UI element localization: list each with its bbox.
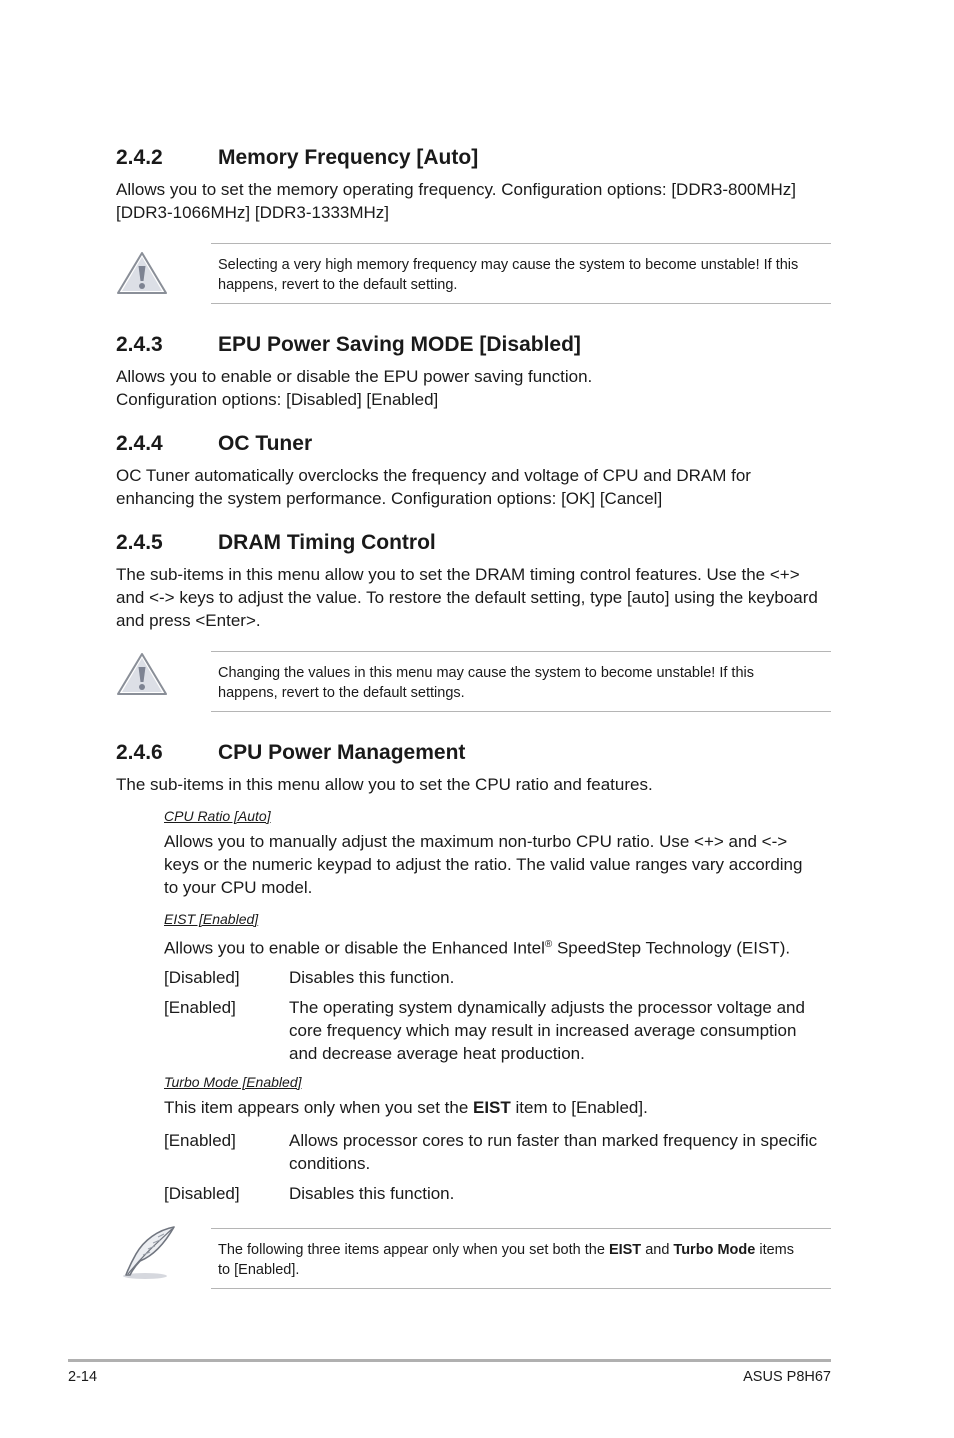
text-line: core frequency which may result in increased average consumption — [289, 1021, 797, 1040]
option-description — [289, 966, 454, 989]
text-run: The following three items appear only when you set both the — [218, 1242, 609, 1258]
text-run-bold: EIST — [473, 1098, 511, 1117]
text-line: The sub-items in this menu allow you to set the DRAM timing control features. Use the <+> — [116, 565, 800, 584]
caution-text — [218, 255, 798, 295]
section-number: 2.4.5 — [116, 531, 163, 554]
note-text — [218, 1240, 794, 1280]
product-name: ASUS P8H67 — [743, 1369, 831, 1385]
option-description — [289, 1182, 454, 1205]
section-title: EPU Power Saving MODE [Disabled] — [218, 333, 581, 356]
warning-triangle-icon — [115, 250, 169, 296]
text-line: to [Enabled]. — [218, 1262, 300, 1278]
text-line: Selecting a very high memory frequency may cause the system to become unstable! If this — [218, 257, 799, 273]
section-heading-2-4-5 — [116, 530, 436, 556]
section-title: OC Tuner — [218, 432, 313, 455]
paragraph-memory-frequency — [116, 178, 836, 224]
note-box — [211, 1228, 831, 1289]
text-run: and — [641, 1242, 674, 1258]
text-line: happens, revert to the default settings. — [218, 685, 465, 701]
section-heading-2-4-4 — [116, 431, 312, 457]
paragraph-cpu-power — [116, 773, 836, 796]
text-line: Allows you to enable or disable the EPU power saving function. — [116, 367, 593, 386]
text-line: [DDR3-1066MHz] [DDR3-1333MHz] — [116, 203, 390, 222]
option-description — [289, 1129, 817, 1175]
registered-mark: ® — [544, 939, 553, 950]
text-line: Allows you to manually adjust the maximum non-turbo CPU ratio. Use <+> and <-> — [164, 832, 788, 851]
text-run: items — [755, 1242, 794, 1258]
text-run: This item appears only when you set the — [164, 1098, 473, 1117]
option-key: [Enabled] — [164, 998, 236, 1017]
text-line — [164, 1096, 836, 1119]
option-key: [Enabled] — [164, 1131, 236, 1150]
text-line: Allows processor cores to run faster than marked frequency in specific — [289, 1131, 818, 1150]
paragraph-turbo — [164, 1096, 836, 1119]
text-line: OC Tuner automatically overclocks the frequency and voltage of CPU and DRAM for — [116, 466, 751, 485]
text-line: The operating system dynamically adjusts the processor voltage and — [289, 998, 805, 1017]
section-number: 2.4.4 — [116, 432, 163, 455]
subheading-eist: EIST [Enabled] — [164, 911, 259, 927]
paragraph-cpu-ratio — [164, 830, 836, 899]
text-line: happens, revert to the default setting. — [218, 277, 458, 293]
section-number: 2.4.3 — [116, 333, 163, 356]
text-line: Disables this function. — [289, 968, 455, 987]
caution-text — [218, 663, 754, 703]
section-title: DRAM Timing Control — [218, 531, 436, 554]
text-run-bold: Turbo Mode — [673, 1242, 756, 1258]
text-line: conditions. — [289, 1154, 371, 1173]
text-line — [164, 933, 836, 960]
section-heading-2-4-3 — [116, 332, 581, 358]
text-line: to your CPU model. — [164, 878, 313, 897]
section-number: 2.4.6 — [116, 741, 163, 764]
subheading-turbo-mode: Turbo Mode [Enabled] — [164, 1074, 302, 1090]
text-line: Changing the values in this menu may cause the system to become unstable! If this — [218, 665, 754, 681]
text-run: Allows you to enable or disable the Enhanced Intel — [164, 938, 545, 958]
text-run: item to [Enabled]. — [510, 1098, 648, 1117]
subheading-cpu-ratio: CPU Ratio [Auto] — [164, 808, 271, 824]
option-key: [Disabled] — [164, 968, 240, 987]
section-heading-2-4-2 — [116, 145, 478, 171]
paragraph-eist — [164, 933, 836, 960]
text-line: keys or the numeric keypad to adjust the ratio. The valid value ranges vary according — [164, 855, 803, 874]
text-run: SpeedStep Technology (EIST). — [552, 938, 791, 958]
paragraph-oc-tuner — [116, 464, 836, 510]
warning-triangle-icon — [115, 651, 169, 697]
text-line: The sub-items in this menu allow you to set the CPU ratio and features. — [116, 775, 653, 794]
text-line: and <-> keys to adjust the value. To restore the default setting, type [auto] using the keyboard — [116, 588, 818, 607]
text-line: and decrease average heat production. — [289, 1044, 585, 1063]
text-line — [218, 1240, 794, 1260]
text-run-bold: EIST — [608, 1242, 642, 1258]
caution-box-dram — [211, 651, 831, 712]
option-description — [289, 996, 805, 1065]
text-line: enhancing the system performance. Configuration options: [OK] [Cancel] — [116, 489, 663, 508]
caution-box-memory — [211, 243, 831, 304]
option-key: [Disabled] — [164, 1184, 240, 1203]
footer-rule — [68, 1359, 831, 1362]
section-title: CPU Power Management — [218, 741, 466, 764]
text-line: Allows you to set the memory operating frequency. Configuration options: [DDR3-800MHz] — [116, 180, 797, 199]
paragraph-epu — [116, 365, 836, 411]
quill-pen-icon — [118, 1224, 180, 1282]
paragraph-dram-timing — [116, 563, 836, 632]
section-number: 2.4.2 — [116, 146, 163, 169]
text-line: Disables this function. — [289, 1184, 455, 1203]
text-line: Configuration options: [Disabled] [Enabled] — [116, 390, 439, 409]
section-heading-2-4-6 — [116, 740, 465, 766]
section-title: Memory Frequency [Auto] — [218, 146, 479, 169]
page-number: 2-14 — [68, 1369, 98, 1385]
text-line: and press <Enter>. — [116, 611, 261, 630]
